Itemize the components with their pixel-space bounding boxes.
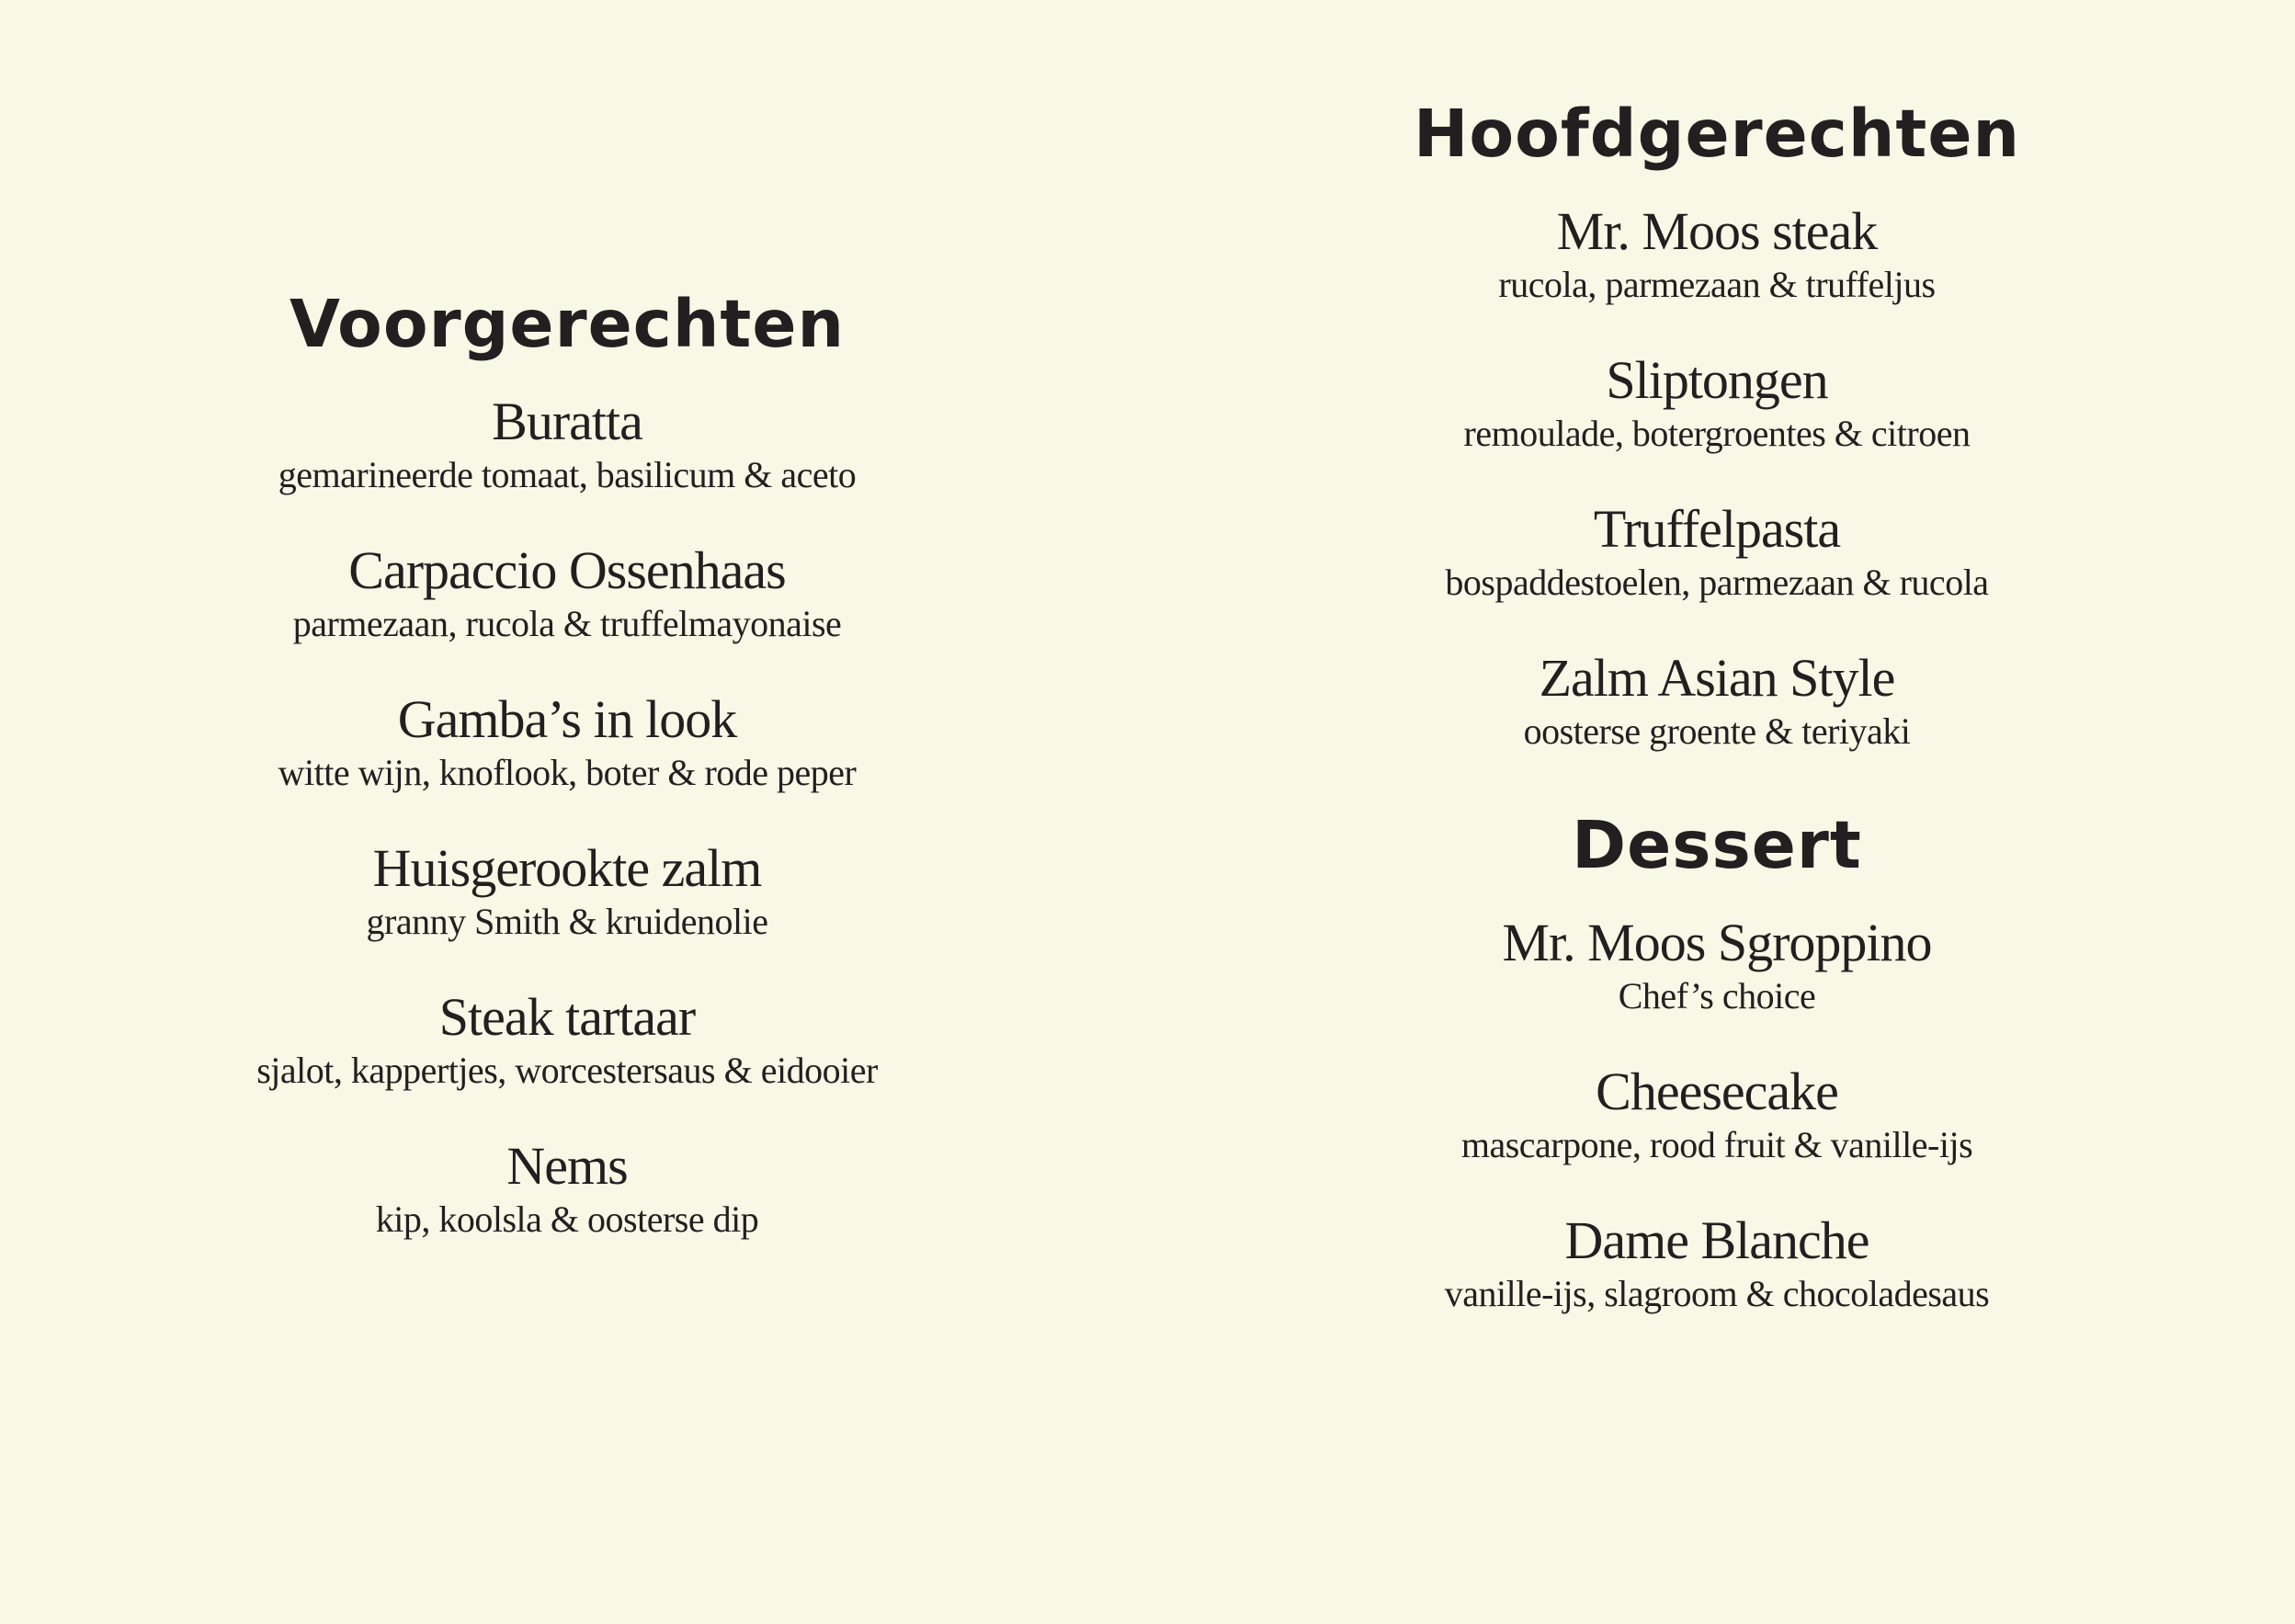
hoofdgerechten-section xyxy=(1134,90,2295,754)
menu-item-description: sjalot, kappertjes, worcestersaus & eidooier xyxy=(256,1050,878,1091)
menu-item-cheesecake xyxy=(1134,1061,2295,1167)
right-column xyxy=(1134,90,2295,1358)
voorgerechten-section xyxy=(0,280,1134,1284)
menu-item-gambas-in-look xyxy=(0,688,1134,795)
dessert-heading: Dessert xyxy=(1572,807,1862,883)
menu-item-description: gemarineerde tomaat, basilicum & aceto xyxy=(278,454,857,495)
menu-item-mr-moos-steak xyxy=(1134,200,2295,307)
menu-item-carpaccio-ossenhaas xyxy=(0,539,1134,646)
menu-item-name: Zalm Asian Style xyxy=(1539,648,1895,708)
menu-item-description: mascarpone, rood fruit & vanille-ijs xyxy=(1460,1124,1973,1165)
menu-item-dame-blanche xyxy=(1134,1209,2295,1316)
hoofdgerechten-heading: Hoofdgerechten xyxy=(1413,96,2021,172)
menu-item-name: Gamba’s in look xyxy=(397,689,737,749)
voorgerechten-list xyxy=(0,391,1134,1242)
menu-item-description: kip, koolsla & oosterse dip xyxy=(375,1198,759,1240)
menu-item-name: Cheesecake xyxy=(1596,1062,1838,1121)
menu-item-description: witte wijn, knoflook, boter & rode peper xyxy=(278,752,857,793)
menu-item-name: Carpaccio Ossenhaas xyxy=(348,540,786,600)
menu-item-sliptongen xyxy=(1134,349,2295,456)
menu-item-name: Dame Blanche xyxy=(1564,1210,1869,1270)
menu-item-description: Chef’s choice xyxy=(1618,975,1816,1016)
menu-item-name: Truffelpasta xyxy=(1593,499,1841,559)
menu-item-description: rucola, parmezaan & truffeljus xyxy=(1498,264,1936,305)
menu-item-huisgerookte-zalm xyxy=(0,837,1134,944)
menu-item-name: Mr. Moos steak xyxy=(1556,201,1878,261)
hoofdgerechten-list xyxy=(1134,200,2295,754)
menu-item-steak-tartaar xyxy=(0,986,1134,1093)
dessert-list xyxy=(1134,912,2295,1316)
menu-item-zalm-asian-style xyxy=(1134,647,2295,754)
menu-item-description: granny Smith & kruidenolie xyxy=(366,901,768,942)
menu-item-name: Steak tartaar xyxy=(438,987,696,1047)
menu-item-name: Buratta xyxy=(492,392,642,451)
menu-item-name: Mr. Moos Sgroppino xyxy=(1502,913,1932,972)
menu-item-nems xyxy=(0,1135,1134,1242)
menu-item-name: Sliptongen xyxy=(1606,350,1828,410)
menu-item-description: remoulade, botergroentes & citroen xyxy=(1463,413,1971,454)
menu-item-description: oosterse groente & teriyaki xyxy=(1523,710,1911,752)
menu-item-buratta xyxy=(0,391,1134,497)
voorgerechten-heading: Voorgerechten xyxy=(289,286,846,362)
menu-item-description: bospaddestoelen, parmezaan & rucola xyxy=(1445,562,1989,603)
menu-item-mr-moos-sgroppino xyxy=(1134,912,2295,1018)
menu-item-name: Nems xyxy=(506,1136,628,1196)
menu-item-truffelpasta xyxy=(1134,498,2295,605)
menu-item-name: Huisgerookte zalm xyxy=(372,838,762,898)
dessert-section xyxy=(1134,801,2295,1316)
menu-item-description: parmezaan, rucola & truffelmayonaise xyxy=(292,603,842,644)
menu-item-description: vanille-ijs, slagroom & chocoladesaus xyxy=(1444,1273,1990,1314)
